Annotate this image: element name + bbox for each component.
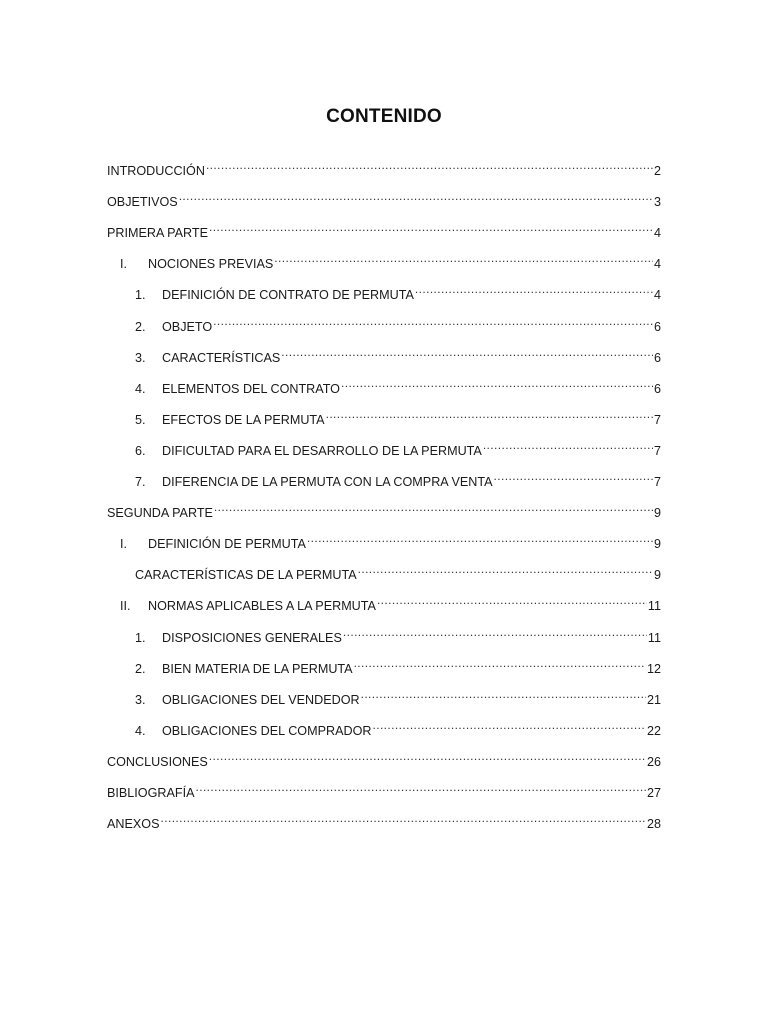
toc-dot-leader: [209, 748, 646, 766]
toc-entry-label: BIBLIOGRAFÍA: [107, 786, 195, 800]
toc-entry-label: PRIMERA PARTE: [107, 226, 209, 240]
toc-entry[interactable]: [107, 810, 661, 831]
toc-entry-page-number: 28: [646, 817, 661, 831]
toc-entry[interactable]: [107, 779, 661, 800]
toc-entry-label: OBLIGACIONES DEL COMPRADOR: [162, 724, 372, 738]
toc-entry-page-number: 2: [653, 164, 661, 178]
toc-dot-leader: [326, 406, 653, 424]
toc-entry-label: ANEXOS: [107, 817, 160, 831]
toc-entry-page-number: 11: [647, 599, 661, 613]
toc-entry-page-number: 6: [653, 320, 661, 334]
toc-entry-page-number: 7: [653, 413, 661, 427]
toc-entry-page-number: 7: [653, 475, 661, 489]
toc-entry-page-number: 3: [653, 195, 661, 209]
toc-entry[interactable]: [107, 499, 661, 520]
toc-entry-page-number: 9: [653, 506, 661, 520]
toc-dot-leader: [341, 375, 653, 393]
toc-entry-page-number: 26: [646, 755, 661, 769]
toc-entry-label: OBJETIVOS: [107, 195, 178, 209]
toc-entry-page-number: 21: [646, 693, 661, 707]
toc-entry-label: CARACTERÍSTICAS: [162, 351, 281, 365]
toc-entry[interactable]: [135, 437, 661, 458]
toc-dot-leader: [209, 219, 653, 237]
toc-entry-label: OBLIGACIONES DEL VENDEDOR: [162, 693, 360, 707]
toc-entry[interactable]: [135, 686, 661, 707]
toc-entry[interactable]: [135, 624, 661, 645]
toc-entry-number: I.: [120, 537, 127, 551]
toc-dot-leader: [161, 810, 646, 828]
toc-entry-number: 3.: [135, 693, 146, 707]
toc-entry[interactable]: [135, 375, 661, 396]
toc-dot-leader: [377, 592, 647, 610]
toc-dot-leader: [358, 561, 653, 579]
toc-entry-number: 2.: [135, 320, 146, 334]
toc-dot-leader: [206, 157, 653, 175]
toc-entry-label: NOCIONES PREVIAS: [148, 257, 274, 271]
toc-entry[interactable]: [135, 406, 661, 427]
toc-entry[interactable]: [135, 468, 661, 489]
toc-entry-page-number: 4: [653, 257, 661, 271]
toc-entry-label: DEFINICIÓN DE CONTRATO DE PERMUTA: [162, 288, 414, 302]
toc-entry-page-number: 6: [653, 351, 661, 365]
toc-entry[interactable]: [135, 561, 661, 582]
toc-entry-label: ELEMENTOS DEL CONTRATO: [162, 382, 340, 396]
toc-dot-leader: [343, 624, 647, 642]
toc-entry-number: I.: [120, 257, 127, 271]
toc-entry-number: 5.: [135, 413, 146, 427]
toc-entry-label: NORMAS APLICABLES A LA PERMUTA: [148, 599, 376, 613]
toc-entry[interactable]: [107, 748, 661, 769]
toc-entry[interactable]: [135, 717, 661, 738]
toc-title: CONTENIDO: [326, 106, 442, 127]
toc-entry-label: BIEN MATERIA DE LA PERMUTA: [162, 662, 353, 676]
toc-entry-number: II.: [120, 599, 131, 613]
toc-dot-leader: [372, 717, 646, 735]
toc-entry-number: 7.: [135, 475, 146, 489]
toc-entry[interactable]: [107, 157, 661, 178]
toc-entry-label: CONCLUSIONES: [107, 755, 208, 769]
toc-entry-number: 6.: [135, 444, 146, 458]
toc-dot-leader: [361, 686, 646, 704]
toc-entry-number: 1.: [135, 288, 146, 302]
toc-dot-leader: [179, 188, 653, 206]
toc-entry[interactable]: [107, 188, 661, 209]
toc-entry-page-number: 11: [647, 631, 661, 645]
toc-entry-page-number: 4: [653, 226, 661, 240]
toc-entry[interactable]: [135, 281, 661, 302]
toc-dot-leader: [274, 250, 653, 268]
toc-entry-page-number: 9: [653, 568, 661, 582]
toc-dot-leader: [195, 779, 646, 797]
toc-entry-label: SEGUNDA PARTE: [107, 506, 213, 520]
toc-entry[interactable]: [120, 592, 661, 613]
toc-entry-label: DIFICULTAD PARA EL DESARROLLO DE LA PERMUTA: [162, 444, 482, 458]
toc-entry-page-number: 22: [646, 724, 661, 738]
toc-entry-page-number: 6: [653, 382, 661, 396]
toc-dot-leader: [494, 468, 653, 486]
toc-entry-number: 4.: [135, 724, 146, 738]
toc-entry-number: 3.: [135, 351, 146, 365]
toc-entry-number: 2.: [135, 662, 146, 676]
toc-entry-page-number: 27: [646, 786, 661, 800]
toc-entry[interactable]: [135, 655, 661, 676]
toc-entry-page-number: 7: [653, 444, 661, 458]
toc-entry[interactable]: [120, 530, 661, 551]
toc-entry-page-number: 9: [653, 537, 661, 551]
toc-entry-label: DISPOSICIONES GENERALES: [162, 631, 342, 645]
toc-entry-label: DEFINICIÓN DE PERMUTA: [148, 537, 306, 551]
toc-dot-leader: [307, 530, 653, 548]
toc-entry-label: OBJETO: [162, 320, 213, 334]
toc-entry-label: DIFERENCIA DE LA PERMUTA CON LA COMPRA VENTA: [162, 475, 493, 489]
toc-entry-label: CARACTERÍSTICAS DE LA PERMUTA: [135, 568, 357, 582]
toc-entry[interactable]: [135, 344, 661, 365]
toc-dot-leader: [354, 655, 646, 673]
toc-entry-label: INTRODUCCIÓN: [107, 164, 205, 178]
toc-entry[interactable]: [107, 219, 661, 240]
toc-dot-leader: [214, 499, 653, 517]
toc-dot-leader: [415, 281, 653, 299]
toc-dot-leader: [213, 313, 653, 331]
toc-entry-label: EFECTOS DE LA PERMUTA: [162, 413, 325, 427]
toc-entry-page-number: 4: [653, 288, 661, 302]
toc-dot-leader: [483, 437, 653, 455]
toc-entry-page-number: 12: [646, 662, 661, 676]
toc-entry-number: 1.: [135, 631, 146, 645]
toc-entry-number: 4.: [135, 382, 146, 396]
toc-dot-leader: [281, 344, 653, 362]
toc-entry[interactable]: [135, 313, 661, 334]
toc-entry[interactable]: [120, 250, 661, 271]
